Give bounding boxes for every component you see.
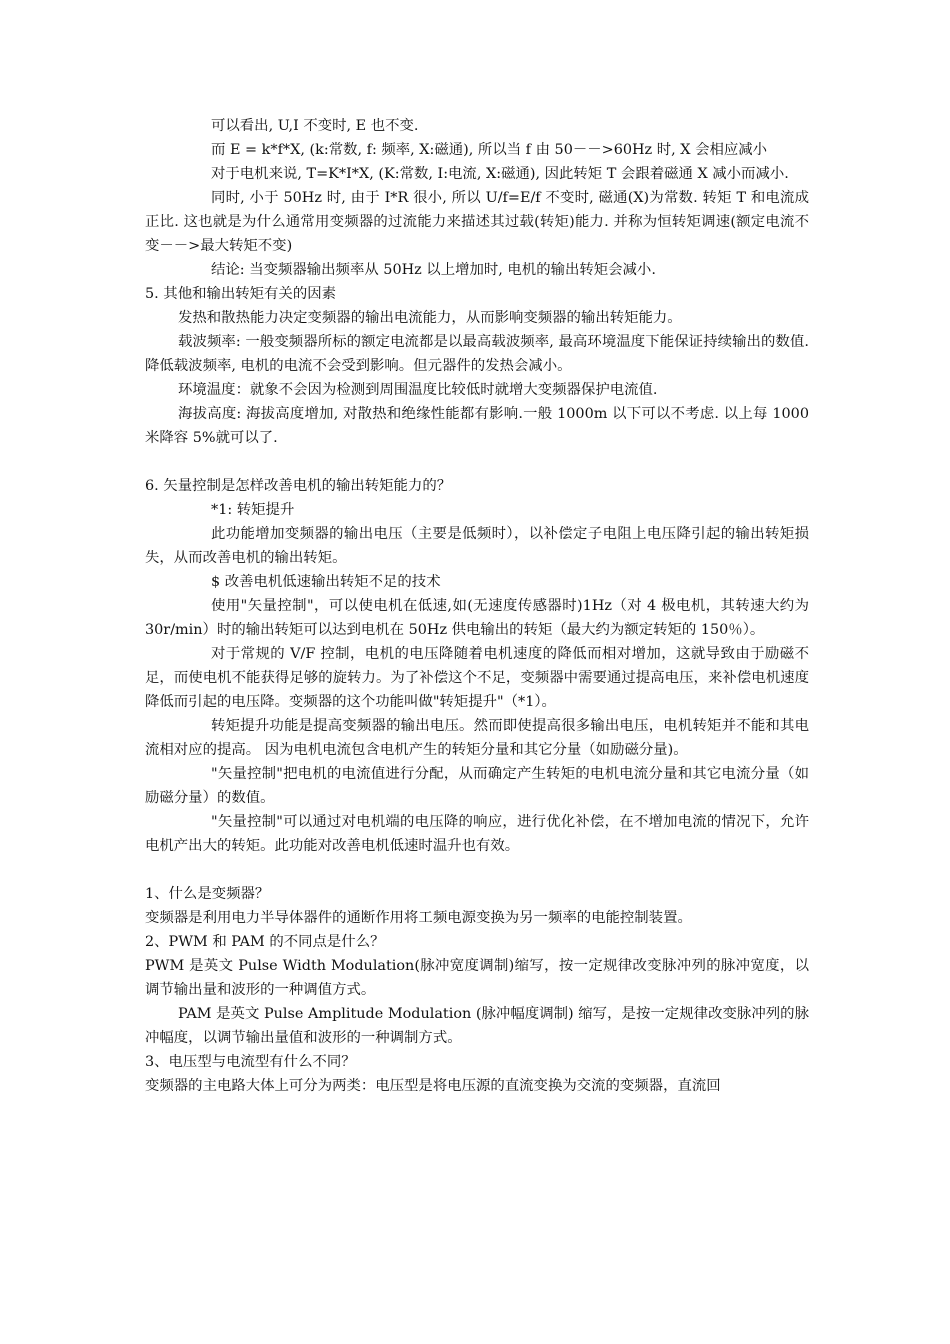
answer-paragraph: PAM 是英文 Pulse Amplitude Modulation (脉冲幅度调制) 缩写，是按一定规律改变脉冲列的脉冲幅度，以调节输出量值和波形的一种调制方式。 xyxy=(145,1006,809,1046)
paragraph: 转矩提升功能是提高变频器的输出电压。然而即使提高很多输出电压，电机转矩并不能和其电流相对应的提高。 因为电机电流包含电机产生的转矩分量和其它分量（如励磁分量)。 xyxy=(145,718,809,758)
paragraph: "矢量控制"可以通过对电机端的电压降的响应，进行优化补偿，在不增加电流的情况下，允许电机产出大的转矩。此功能对改善电机低速时温升也有效。 xyxy=(145,814,809,854)
section-heading: 5. 其他和输出转矩有关的因素 xyxy=(145,286,336,302)
document-body xyxy=(145,114,809,1098)
question-heading: 3、电压型与电流型有什么不同？ xyxy=(145,1054,356,1070)
blank-line xyxy=(145,450,809,474)
answer-paragraph: 变频器的主电路大体上可分为两类：电压型是将电压源的直流变换为交流的变频器，直流回 xyxy=(145,1078,721,1094)
paragraph: 海拔高度: 海拔高度增加, 对散热和绝缘性能都有影响.一般 1000m 以下可以不考虑. 以上每 1000 米降容 5%就可以了. xyxy=(145,406,809,446)
paragraph: "矢量控制"把电机的电流值进行分配，从而确定产生转矩的电机电流分量和其它电流分量（如励磁分量）的数值。 xyxy=(145,766,809,806)
paragraph: 而 E = k*f*X, (k:常数, f: 频率, X:磁通), 所以当 f 由 50－－>60Hz 时, X 会相应减小 xyxy=(211,142,768,158)
paragraph: 使用"矢量控制"，可以使电机在低速,如(无速度传感器时)1Hz（对 4 极电机，其转速大约为 30r/min）时的输出转矩可以达到电机在 50Hz 供电输出的转矩（最大约为额定转矩的 150％）。 xyxy=(145,598,809,638)
subheading: $ 改善电机低速输出转矩不足的技术 xyxy=(211,574,441,590)
paragraph: 此功能增加变频器的输出电压（主要是低频时），以补偿定子电阻上电压降引起的输出转矩损失，从而改善电机的输出转矩。 xyxy=(145,526,809,566)
question-heading: 1、什么是变频器？ xyxy=(145,886,270,902)
paragraph: 对于常规的 V/F 控制，电机的电压降随着电机速度的降低而相对增加，这就导致由于励磁不足，而使电机不能获得足够的旋转力。为了补偿这个不足，变频器中需要通过提高电压，来补偿电机速度降低而引起的电压降。变频器的这个功能叫做"转矩提升"（*1）。 xyxy=(145,646,809,710)
paragraph: 同时, 小于 50Hz 时, 由于 I*R 很小, 所以 U/f=E/f 不变时, 磁通(X)为常数. 转矩 T 和电流成正比. 这也就是为什么通常用变频器的过流能力来描述其过载(转矩)能力. 并称为恒转矩调速(额定电流不变－－>最大转矩不变) xyxy=(145,190,809,254)
paragraph: 可以看出, U,I 不变时, E 也不变. xyxy=(211,118,419,134)
paragraph: 发热和散热能力决定变频器的输出电流能力，从而影响变频器的输出转矩能力。 xyxy=(178,310,682,326)
subheading: *1: 转矩提升 xyxy=(211,502,295,518)
section-heading: 6. 矢量控制是怎样改善电机的输出转矩能力的？ xyxy=(145,478,452,494)
paragraph: 载波频率: 一般变频器所标的额定电流都是以最高载波频率, 最高环境温度下能保证持续输出的数值. 降低载波频率, 电机的电流不会受到影响。但元器件的发热会减小。 xyxy=(145,334,809,374)
paragraph: 结论: 当变频器输出频率从 50Hz 以上增加时, 电机的输出转矩会减小. xyxy=(211,262,656,278)
blank-line xyxy=(145,858,809,882)
paragraph: 对于电机来说, T=K*I*X, (K:常数, I:电流, X:磁通), 因此转矩 T 会跟着磁通 X 减小而减小. xyxy=(211,166,789,182)
answer-paragraph: 变频器是利用电力半导体器件的通断作用将工频电源变换为另一频率的电能控制装置。 xyxy=(145,910,692,926)
paragraph: 环境温度：就象不会因为检测到周围温度比较低时就增大变频器保护电流值. xyxy=(178,382,658,398)
question-heading: 2、PWM 和 PAM 的不同点是什么？ xyxy=(145,934,385,950)
answer-paragraph: PWM 是英文 Pulse Width Modulation(脉冲宽度调制)缩写，按一定规律改变脉冲列的脉冲宽度，以调节输出量和波形的一种调值方式。 xyxy=(145,958,809,998)
